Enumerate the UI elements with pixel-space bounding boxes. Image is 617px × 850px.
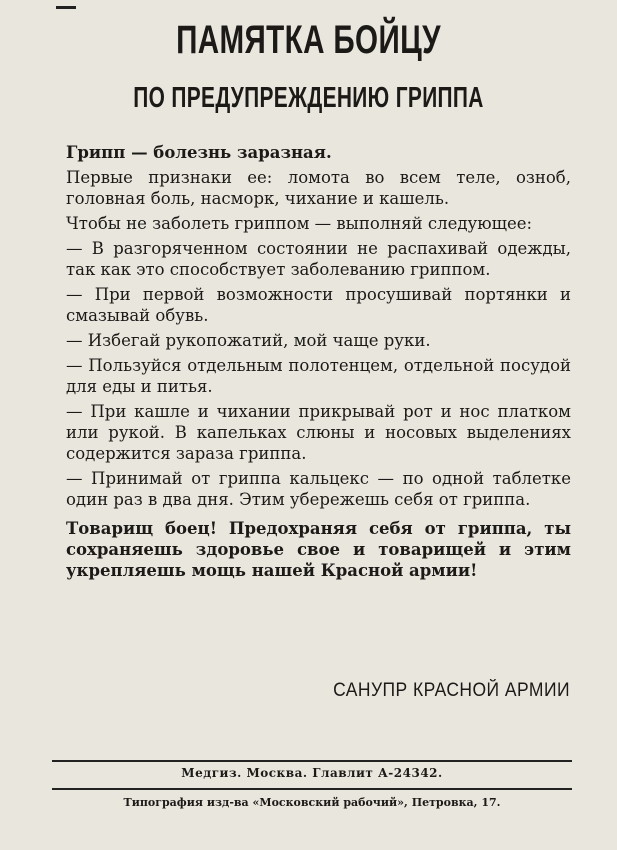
paragraph-rule-handshakes: — Избегай рукопожатий, мой чаще руки.	[66, 331, 431, 350]
paragraph-rule-medicine: — Принимай от гриппа кальцекс — по одной таблетке один раз в два дня. Этим убережешь себя от гриппа.	[66, 469, 571, 509]
leaflet-subtitle: ПО ПРЕДУПРЕЖДЕНИЮ ГРИППА	[133, 82, 484, 114]
paragraph-rule-footwear: — При первой возможности просушивай портянки и смазывай обувь.	[66, 285, 571, 325]
corner-dash	[56, 6, 76, 9]
printer-imprint: Типография изд-ва «Московский рабочий», Петровка, 17.	[123, 796, 501, 809]
signature: САНУПР КРАСНОЙ АРМИИ	[333, 680, 570, 701]
closing-appeal: Товарищ боец! Предохраняя себя от гриппа, ты сохраняешь здоровье свое и товарищей и этим укрепляешь мощь нашей Красной армии!	[66, 519, 571, 580]
paragraph-instructions: Чтобы не заболеть гриппом — выполняй следующее:	[66, 214, 533, 233]
top-divider	[52, 760, 572, 762]
paragraph-symptoms: Первые признаки ее: ломота во всем теле, озноб, головная боль, насморк, чихание и кашель.	[66, 168, 571, 208]
paragraph-intro: Грипп — болезнь заразная.	[66, 143, 332, 162]
leaflet-title: ПАМЯТКА БОЙЦУ	[176, 18, 441, 62]
paragraph-rule-coughing: — При кашле и чихании прикрывай рот и нос платком или рукой. В капельках слюны и носовых выделениях содержится зараза гриппа.	[66, 402, 571, 463]
paragraph-rule-clothing: — В разгоряченном состоянии не распахивай одежды, так как это способствует заболеванию гриппом.	[66, 239, 571, 279]
publisher-imprint: Медгиз. Москва. Главлит А-24342.	[181, 766, 443, 780]
leaflet-body	[66, 142, 571, 585]
paragraph-rule-towel: — Пользуйся отдельным полотенцем, отдельной посудой для еды и питья.	[66, 356, 571, 396]
bottom-divider	[52, 788, 572, 790]
